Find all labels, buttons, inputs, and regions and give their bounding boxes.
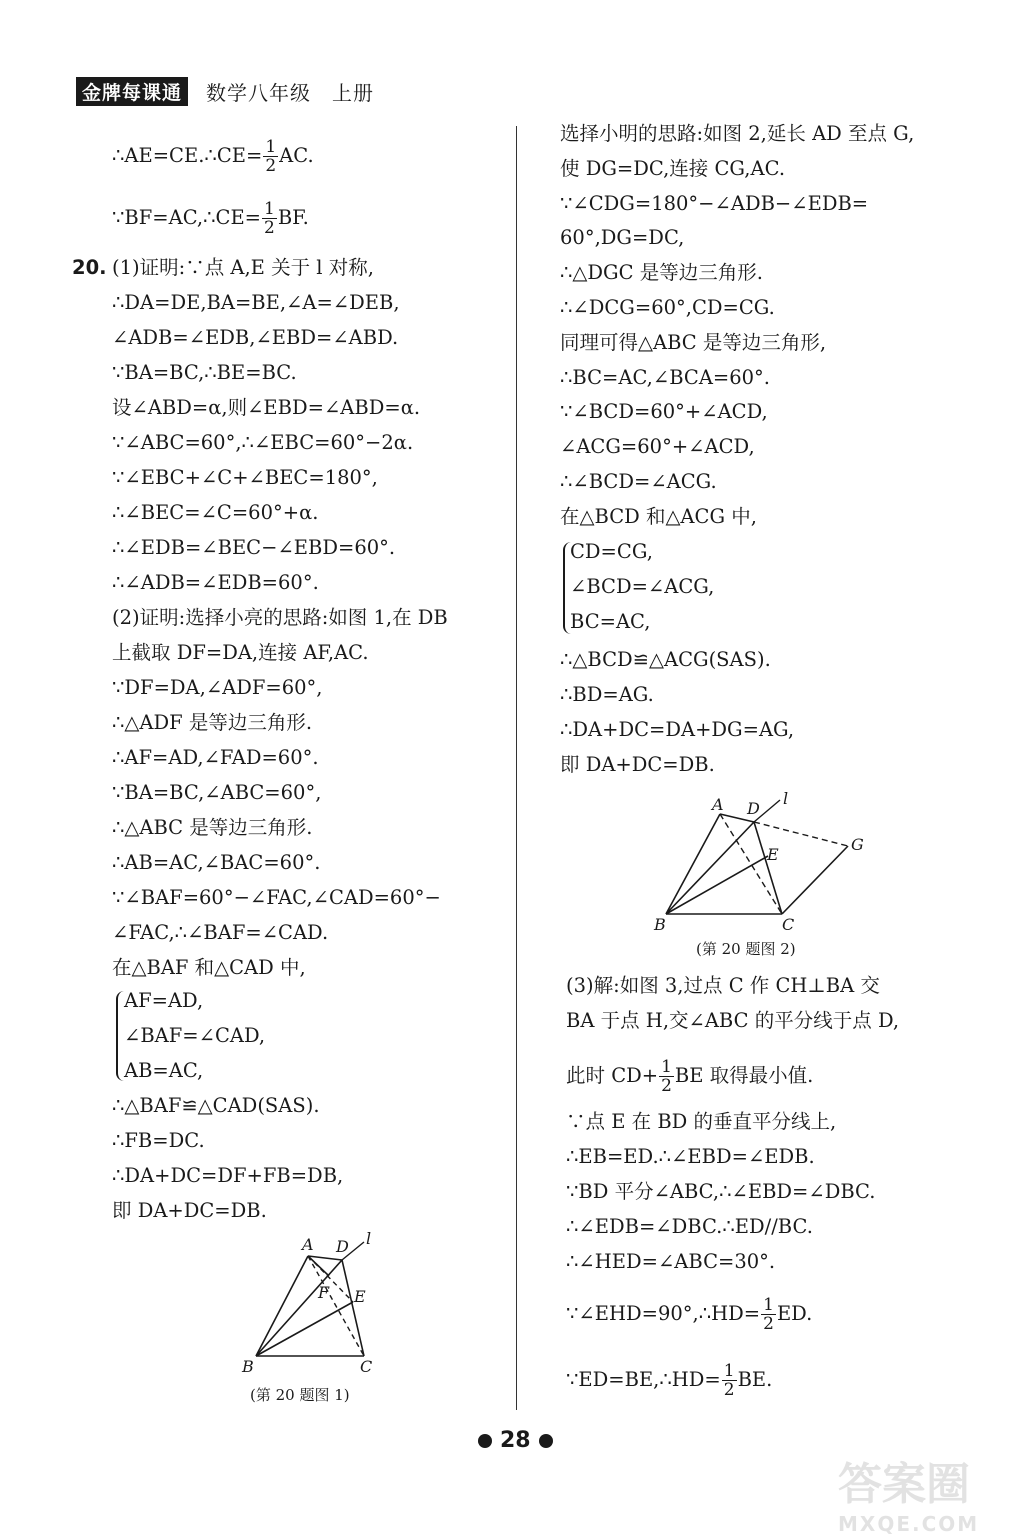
figure-2-diagram	[640, 790, 880, 938]
watermark-url: MXQE.COM	[838, 1512, 980, 1536]
solution-line: ∴AB=AC,∠BAC=60°.	[112, 851, 321, 874]
solution-line: ∵∠BCD=60°+∠ACD,	[560, 400, 768, 424]
denominator: 2	[763, 1314, 774, 1334]
solution-line: 上截取 DF=DA,连接 AF,AC.	[112, 641, 369, 664]
solution-line: 使 DG=DC,连接 CG,AC.	[560, 156, 786, 180]
solution-line: 60°,DG=DC,	[560, 226, 685, 250]
watermark	[838, 1448, 1008, 1536]
solution-line: ∵点 E 在 BD 的垂直平分线上,	[566, 1110, 837, 1133]
solution-line: ∠FAC,∴∠BAF=∠CAD.	[112, 921, 329, 944]
figure-2	[640, 790, 880, 938]
denominator: 2	[265, 156, 277, 176]
solution-line: ∴∠ADB=∠EDB=60°.	[112, 571, 319, 594]
solution-line: ∴△BAF≌△CAD(SAS).	[112, 1094, 320, 1117]
figure-2-caption: (第 20 题图 2)	[696, 940, 796, 958]
figure-1	[236, 1230, 396, 1380]
numerator: 1	[661, 1057, 672, 1077]
solution-line: 在△BCD 和△ACG 中,	[560, 504, 757, 528]
solution-line: ∴△BCD≌△ACG(SAS).	[560, 648, 771, 671]
figure-1-diagram	[236, 1230, 396, 1380]
label-l: l	[783, 790, 789, 808]
text: BE 取得最小值.	[674, 1064, 814, 1087]
fraction	[262, 200, 277, 237]
text: ∵ED=BE,∴HD=	[566, 1368, 721, 1391]
text: ∵∠EHD=90°,∴HD=	[566, 1302, 761, 1325]
solution-line: (3)解:如图 3,过点 C 作 CH⊥BA 交	[566, 974, 880, 997]
brand-label: 金牌每课通	[76, 77, 188, 106]
solution-line: ∠ACG=60°+∠ACD,	[560, 435, 755, 459]
system-line: ∠BCD=∠ACG,	[570, 575, 715, 598]
part-3-hd-line-1	[566, 1296, 812, 1333]
system-line: CD=CG,	[570, 540, 653, 563]
solution-line: 即 DA+DC=DB.	[560, 753, 715, 776]
solution-line: ∴EB=ED.∴∠EBD=∠EDB.	[566, 1145, 815, 1168]
text: ∵BF=AC,∴CE=	[112, 206, 262, 229]
question-number: 20.	[72, 256, 107, 279]
system-line: BC=AC,	[570, 610, 651, 633]
solution-line: ∴∠BCD=∠ACG.	[560, 470, 717, 493]
page-number-text: 28	[500, 1428, 531, 1453]
solution-line: 设∠ABD=α,则∠EBD=∠ABD=α.	[112, 396, 421, 419]
solution-line: ∵∠CDG=180°−∠ADB−∠EDB=	[560, 191, 869, 215]
solution-line: ∵DF=DA,∠ADF=60°,	[112, 676, 323, 699]
denominator: 2	[723, 1380, 735, 1400]
text: ∴AE=CE.∴CE=	[112, 144, 263, 167]
system-line: AF=AD,	[124, 989, 204, 1012]
text: AC.	[279, 144, 314, 167]
solution-line: ∵∠EBC+∠C+∠BEC=180°,	[112, 466, 378, 489]
label-D: D	[747, 799, 760, 818]
solution-line: ∴∠DCG=60°,CD=CG.	[560, 296, 775, 319]
solution-line: 选择小明的思路:如图 2,延长 AD 至点 G,	[560, 122, 915, 145]
solution-line: ∴BC=AC,∠BCA=60°.	[560, 365, 770, 389]
numerator: 1	[723, 1361, 735, 1381]
leaf-icon	[539, 1434, 553, 1448]
solution-line: ∴DA=DE,BA=BE,∠A=∠DEB,	[112, 291, 400, 314]
denominator: 2	[661, 1076, 672, 1096]
leaf-icon	[478, 1434, 492, 1448]
label-A: A	[712, 795, 724, 814]
solution-line: ∵BA=BC,∴BE=BC.	[112, 361, 297, 384]
label-G: G	[851, 835, 864, 854]
solution-line: ∴FB=DC.	[112, 1129, 205, 1152]
text: BF.	[277, 206, 309, 229]
solution-line: ∴∠EDB=∠BEC−∠EBD=60°.	[112, 536, 396, 559]
label-B: B	[654, 915, 666, 934]
label-D: D	[336, 1237, 349, 1256]
part-3-min-line	[566, 1058, 813, 1095]
solution-line: 同理可得△ABC 是等边三角形,	[560, 330, 827, 354]
solution-line: ∴DA+DC=DF+FB=DB,	[112, 1164, 344, 1187]
solution-line: ∵∠ABC=60°,∴∠EBC=60°−2α.	[112, 431, 414, 454]
numerator: 1	[264, 199, 275, 219]
solution-line: (1)证明:∵点 A,E 关于 l 对称,	[112, 256, 374, 279]
solution-line: 即 DA+DC=DB.	[112, 1199, 267, 1222]
fraction	[722, 1362, 737, 1399]
solution-line: ∴DA+DC=DA+DG=AG,	[560, 718, 795, 741]
text: ED.	[776, 1302, 813, 1325]
solution-line: ∴△DGC 是等边三角形.	[560, 261, 763, 285]
solution-line: BA 于点 H,交∠ABC 的平分线于点 D,	[566, 1009, 900, 1032]
label-C: C	[782, 915, 795, 934]
numerator: 1	[763, 1295, 774, 1315]
solution-line: 在△BAF 和△CAD 中,	[112, 956, 306, 979]
system-line: AB=AC,	[124, 1059, 204, 1082]
book-title: 数学八年级 上册	[206, 80, 375, 105]
solution-line: ∵BA=BC,∠ABC=60°,	[112, 781, 322, 804]
solution-line: ∵∠BAF=60°−∠FAC,∠CAD=60°−	[112, 886, 441, 909]
left-line-2	[112, 200, 309, 237]
label-F: F	[318, 1283, 330, 1302]
denominator: 2	[264, 218, 275, 238]
solution-line: ∴△ADF 是等边三角形.	[112, 711, 313, 734]
solution-line: ∴∠HED=∠ABC=30°.	[566, 1250, 776, 1273]
solution-line: ∴BD=AG.	[560, 683, 654, 706]
part-3-hd-line-2	[566, 1362, 772, 1399]
figure-1-caption: (第 20 题图 1)	[250, 1386, 350, 1404]
system-line: ∠BAF=∠CAD,	[124, 1024, 266, 1047]
page-header	[76, 76, 374, 106]
numerator: 1	[265, 137, 277, 157]
text: BE.	[737, 1368, 773, 1391]
solution-line: ∵BD 平分∠ABC,∴∠EBD=∠DBC.	[566, 1180, 876, 1203]
label-C: C	[360, 1357, 373, 1376]
column-divider	[516, 126, 517, 1410]
label-l: l	[366, 1230, 372, 1248]
fraction	[761, 1296, 776, 1333]
watermark-logo: 答案圈	[838, 1459, 970, 1510]
solution-line: ∴△ABC 是等边三角形.	[112, 816, 313, 839]
label-B: B	[242, 1357, 254, 1376]
solution-line: (2)证明:选择小亮的思路:如图 1,在 DB	[112, 606, 448, 629]
page-number	[478, 1428, 553, 1453]
solution-line: ∴AF=AD,∠FAD=60°.	[112, 746, 319, 769]
fraction	[659, 1058, 674, 1095]
text: 此时 CD+	[566, 1064, 659, 1087]
solution-line: ∠ADB=∠EDB,∠EBD=∠ABD.	[112, 326, 399, 349]
label-A: A	[302, 1235, 314, 1254]
solution-line: ∴∠EDB=∠DBC.∴ED//BC.	[566, 1215, 813, 1238]
label-E: E	[354, 1287, 366, 1306]
label-E: E	[767, 845, 779, 864]
fraction	[263, 138, 278, 175]
solution-line: ∴∠BEC=∠C=60°+α.	[112, 501, 319, 524]
left-line-1	[112, 138, 314, 175]
